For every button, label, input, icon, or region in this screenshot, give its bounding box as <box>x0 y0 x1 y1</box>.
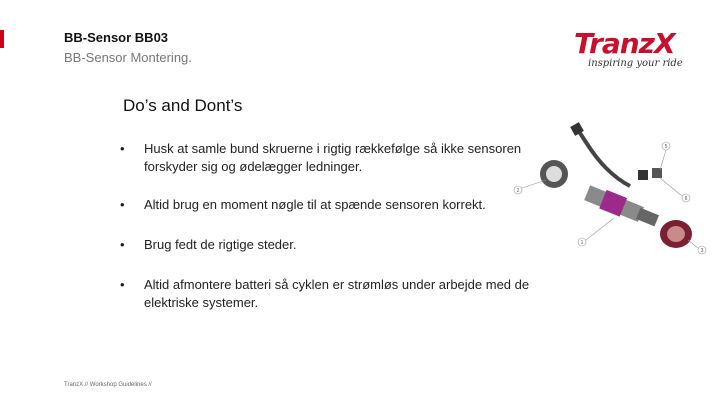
section-heading: Do’s and Dont’s <box>123 96 243 115</box>
callout-marker <box>578 238 586 246</box>
callout-label: 3 <box>700 248 704 254</box>
callout-marker <box>662 142 670 150</box>
bullet-item <box>120 140 540 176</box>
callout-label: 5 <box>664 144 668 150</box>
bearing-cup-left <box>540 160 568 188</box>
callout-marker <box>514 186 522 194</box>
small-nut <box>638 168 662 180</box>
logo-wordmark: TranzX <box>574 27 675 60</box>
bullet-text: Brug fedt de rigtige steder. <box>144 237 297 252</box>
bearing-cup-right <box>660 220 692 248</box>
sensor-body <box>583 183 660 230</box>
accent-bar <box>0 30 4 48</box>
callout-marker <box>698 246 706 254</box>
logo-tagline: inspiring your ride <box>588 58 683 69</box>
bullet-dot: • <box>120 277 125 292</box>
bullet-dot: • <box>120 237 125 252</box>
bullet-item <box>120 236 540 254</box>
callout-label: 6 <box>684 196 688 202</box>
bullet-item <box>120 196 540 214</box>
footer-text: TranzX // Workshop Guidelines // <box>64 382 152 388</box>
sensor-exploded-diagram <box>510 122 720 270</box>
bullet-dot: • <box>120 141 125 156</box>
page-subtitle: BB-Sensor Montering. <box>64 50 192 65</box>
bullet-text: Altid brug en moment nøgle til at spænde sensoren korrekt. <box>144 197 486 212</box>
bullet-text: Husk at samle bund skruerne i rigtig rækkefølge så ikke sensoren forskyder sig og ødelægger ledninger. <box>144 141 522 174</box>
callout-marker <box>682 194 690 202</box>
callout-label: 1 <box>580 240 584 246</box>
sensor-cable <box>578 130 630 186</box>
bullet-dot: • <box>120 197 125 212</box>
bullet-item <box>120 276 540 312</box>
bullet-text: Altid afmontere batteri så cyklen er strømløs under arbejde med de elektriske systemer. <box>144 277 530 310</box>
callout-label: 2 <box>516 188 520 194</box>
bullet-list <box>120 140 540 312</box>
tranzx-logo <box>574 27 690 70</box>
page-title: BB-Sensor BB03 <box>64 30 169 45</box>
